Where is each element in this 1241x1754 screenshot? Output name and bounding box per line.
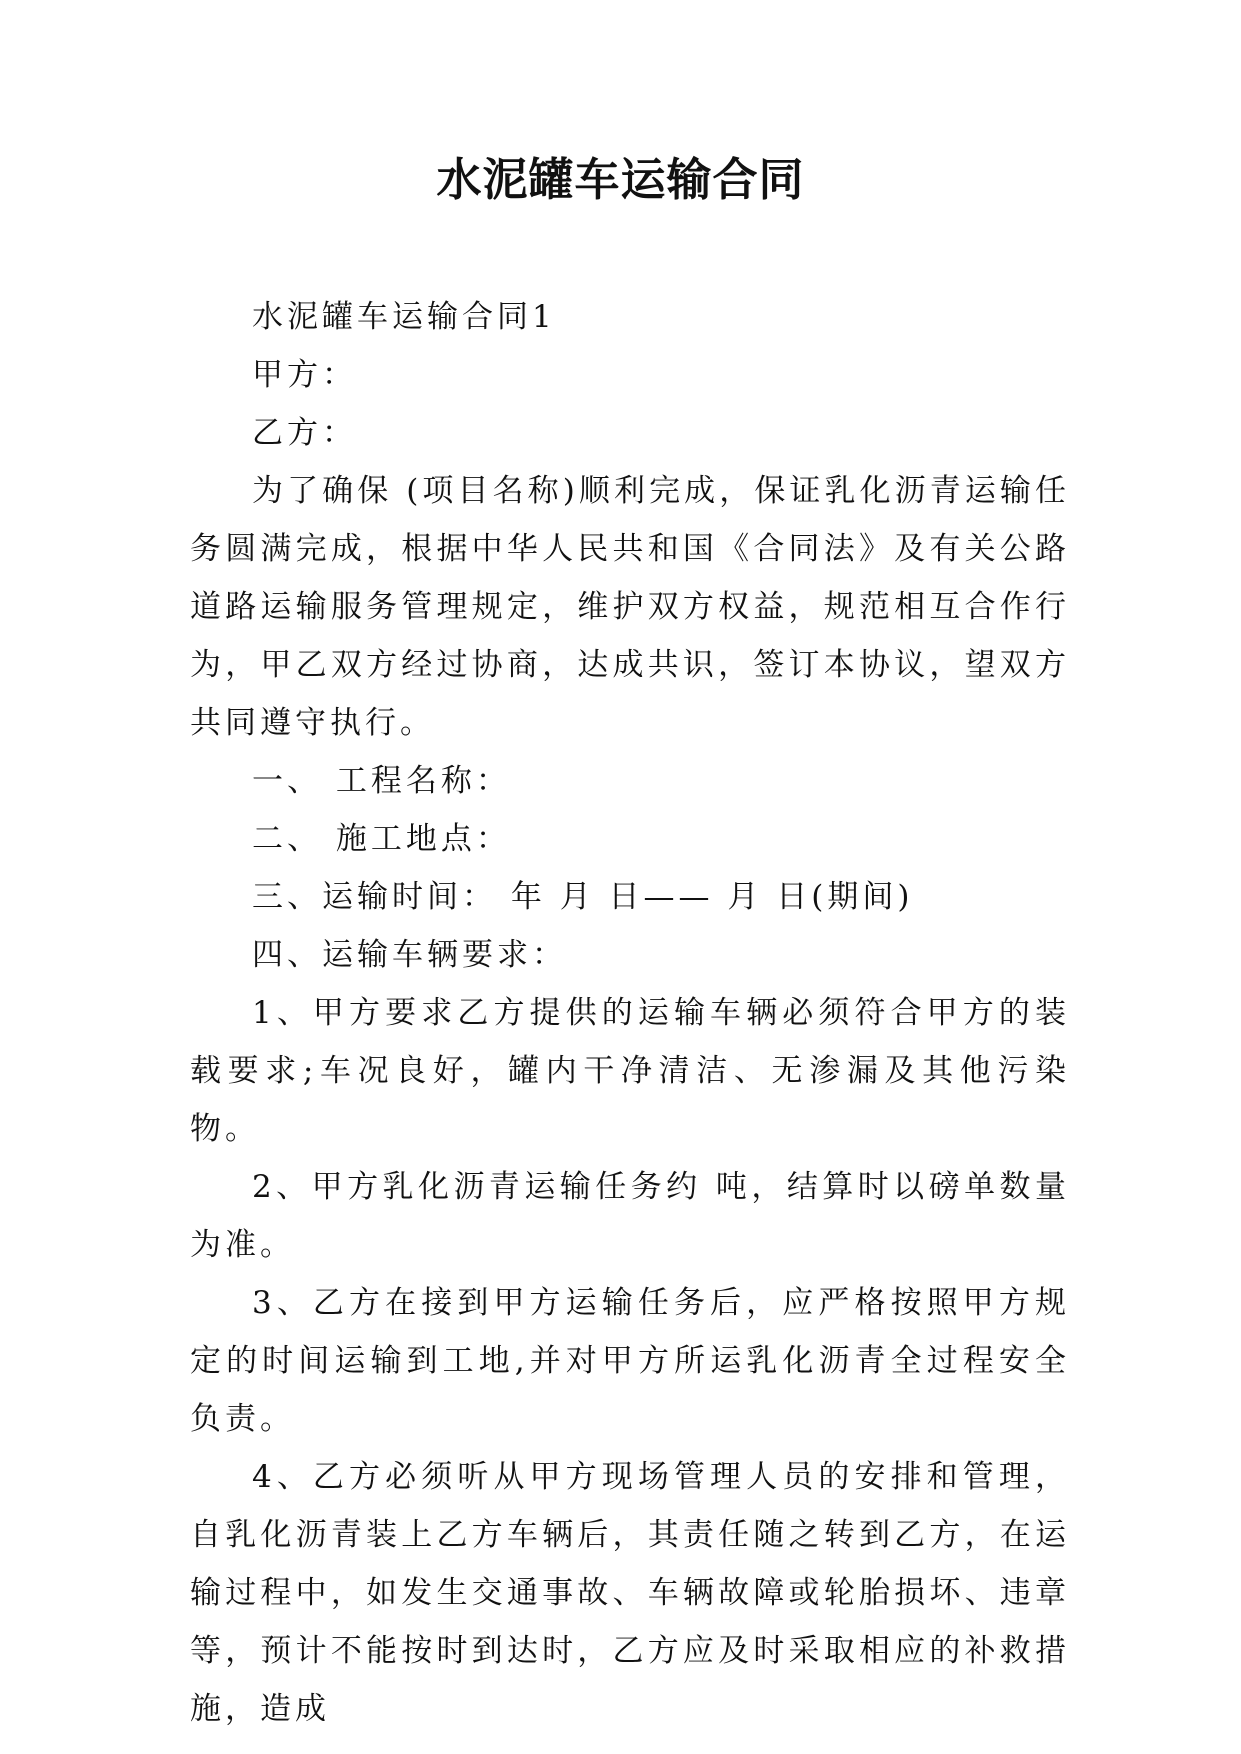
clause-vehicle-requirements: 四、运输车辆要求：	[252, 937, 567, 973]
requirement-item-3: 3、乙方在接到甲方运输任务后，应严格按照甲方规定的时间运输到工地,并对甲方所运乳化沥青全过程安全负责。	[190, 1285, 1070, 1437]
requirement-item-2: 2、甲方乳化沥青运输任务约 吨，结算时以磅单数量为准。	[190, 1169, 1070, 1263]
party-a-line: 甲方：	[252, 357, 357, 393]
document-body	[190, 288, 1070, 1738]
contract-subtitle: 水泥罐车运输合同1	[252, 299, 556, 335]
requirement-item-4: 4、乙方必须听从甲方现场管理人员的安排和管理，自乳化沥青装上乙方车辆后，其责任随之转到乙方，在运输过程中，如发生交通事故、车辆故障或轮胎损坏、违章等，预计不能按时到达时，乙方应及时采取相应的补救措施，造成	[190, 1459, 1070, 1727]
party-b-line: 乙方：	[252, 415, 357, 451]
preamble-paragraph: 为了确保 (项目名称)顺利完成，保证乳化沥青运输任务圆满完成，根据中华人民共和国《合同法》及有关公路道路运输服务管理规定，维护双方权益，规范相互合作行为，甲乙双方经过协商，达成共识，签订本协议，望双方共同遵守执行。	[190, 473, 1070, 741]
clause-construction-site: 二、 施工地点：	[252, 821, 511, 857]
document-title: 水泥罐车运输合同	[436, 153, 805, 206]
clause-project-name: 一、 工程名称：	[252, 763, 511, 799]
requirement-item-1: 1、甲方要求乙方提供的运输车辆必须符合甲方的装载要求;车况良好，罐内干净清洁、无渗漏及其他污染物。	[190, 995, 1070, 1147]
clause-transport-time: 三、运输时间： 年 月 日—— 月 日(期间)	[252, 879, 914, 915]
